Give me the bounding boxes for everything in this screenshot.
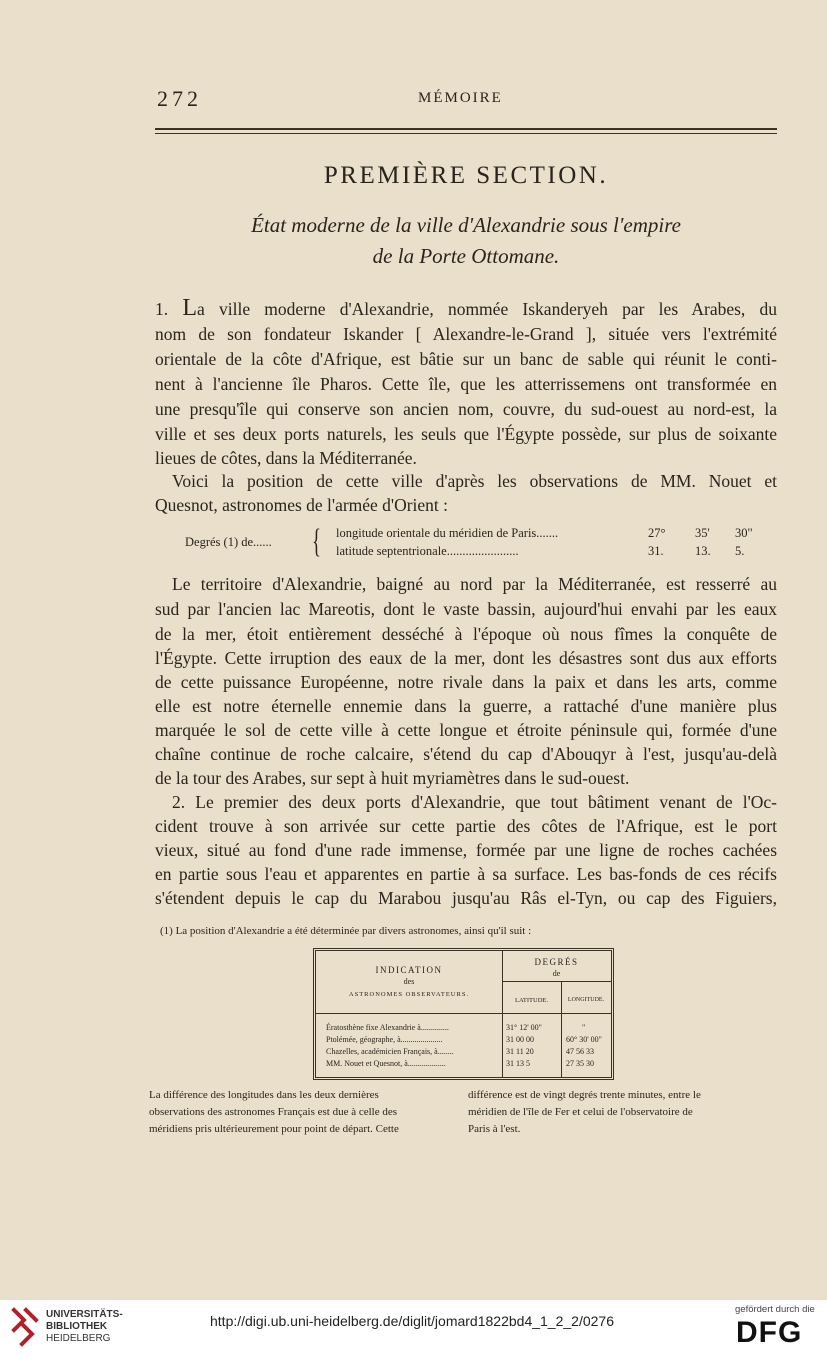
footnote-intro: (1) La position d'Alexandrie a été déterminée par divers astronomes, ainsi qu'il suit :: [160, 925, 532, 937]
position-row-1-deg: 27°: [648, 526, 666, 540]
para3-line-3: de la mer, étoit entièrement desséché à l'époque où nous fîmes la conquête de: [155, 624, 777, 644]
para4-line-1: 2. Le premier des deux ports d'Alexandrie, que tout bâtiment venant de l'Oc-: [172, 792, 777, 812]
footnote-left-line-2: observations des astronomes Français est due à celle des: [149, 1106, 398, 1118]
para3-line-1: Le territoire d'Alexandrie, baigné au nord par la Méditerranée, est resserré au: [172, 574, 777, 594]
para1-line-5: une presqu'île qui conserve son ancien nom, couvre, du sud-ouest au nord-est, la: [155, 399, 777, 419]
table-row-4-lat: 31 13 5: [506, 1059, 530, 1068]
footnote-right-line-1: différence est de vingt degrés trente minutes, entre le: [468, 1089, 701, 1101]
table-row-2-lon: 60° 30' 00": [566, 1035, 602, 1044]
table-row-2-lat: 31 00 00: [506, 1035, 534, 1044]
footnote-left-line-3: méridiens pris ultérieurement pour point de départ. Cette: [149, 1123, 399, 1135]
para1-line-1: [155, 296, 777, 321]
para3-line-9: de la tour des Arabes, sur sept à huit myriamètres dans le sud-ouest.: [155, 768, 630, 788]
para2-line-1: Voici la position de cette ville d'après les observations de MM. Nouet et: [172, 471, 777, 491]
table-row-3-name: Chazelles, académicien Français, à........: [326, 1047, 454, 1056]
library-name-1: UNIVERSITÄTS-: [46, 1309, 123, 1320]
table-head-latitude: LATITUDE.: [514, 997, 549, 1004]
para4-line-5: s'étendent depuis le cap du Marabou jusqu'au Râs el-Tyn, ou cap des Figuiers,: [155, 888, 777, 908]
library-name-2: BIBLIOTHEK: [46, 1321, 108, 1332]
footnote-table: [313, 948, 614, 1080]
table-divider-header: [316, 1013, 611, 1014]
para1-line-1-text: a ville moderne d'Alexandrie, nommée Iskanderyeh par les Arabes, du: [197, 299, 778, 319]
para1-line-4: nent à l'ancienne île Pharos. Cette île, que les atterrissemens ont transformée en: [155, 374, 777, 394]
para1-number: 1.: [155, 299, 183, 319]
position-row-2-deg: 31.: [648, 544, 664, 558]
para2-line-2: Quesnot, astronomes de l'armée d'Orient :: [155, 495, 449, 515]
position-row-2-sec: 5.: [735, 544, 745, 558]
table-head-astronomes: ASTRONOMES OBSERVATEURS.: [348, 991, 470, 998]
table-row-1-lat: 31° 12' 00": [506, 1023, 542, 1032]
table-divider-latlon: [561, 981, 562, 1077]
para1-line-2: nom de son fondateur Iskander [ Alexandre-le-Grand ], située vers l'extrémité: [155, 324, 777, 344]
table-head-indication: INDICATION: [375, 965, 443, 975]
para3-line-4: l'Égypte. Cette irruption des eaux de la mer, dont les désastres sont dus aux efforts: [155, 648, 777, 668]
drop-capital: L: [182, 295, 198, 321]
para3-line-6: elle est notre éternelle ennemie dans la guerre, a rattaché d'une manière plus: [155, 696, 777, 716]
table-row-4-name: MM. Nouet et Quesnot, à...................: [326, 1059, 446, 1068]
library-logo-icon: [10, 1306, 40, 1348]
para1-line-6: ville et ses deux ports naturels, les seuls que l'Égypte possède, sur plus de soixante: [155, 424, 777, 444]
para4-line-2: cident trouve à son arrivée sur cette partie des côtes de l'Afrique, est le port: [155, 816, 777, 836]
position-label: Degrés (1) de......: [185, 535, 272, 549]
brace-icon: {: [312, 523, 321, 560]
section-title: PREMIÈRE SECTION.: [323, 162, 609, 189]
position-row-1-sec: 30": [735, 526, 753, 540]
position-row-2-text: latitude septentrionale.......................: [336, 544, 519, 558]
position-row-2-min: 13.: [695, 544, 711, 558]
table-head-longitude: LONGITUDE.: [567, 997, 605, 1003]
funded-by-text: gefördert durch die: [735, 1304, 815, 1315]
table-head-des: des: [403, 977, 415, 986]
subtitle-line-2: de la Porte Ottomane.: [372, 244, 560, 268]
running-head: MÉMOIRE: [418, 90, 503, 106]
viewer-footer: [0, 1300, 827, 1356]
dfg-logo: DFG: [736, 1316, 803, 1349]
footnote-right-line-2: méridien de l'île de Fer et celui de l'observatoire de: [468, 1106, 693, 1118]
para1-line-7: lieues de côtes, dans la Méditerranée.: [155, 448, 417, 468]
table-row-1-lon: ": [582, 1023, 586, 1032]
header-rule-thick: [155, 128, 777, 130]
para1-line-3: orientale de la côte d'Afrique, est bâtie sur un banc de sable qui réunit le conti-: [155, 349, 777, 369]
footnote-right-line-3: Paris à l'est.: [468, 1123, 521, 1135]
table-row-3-lat: 31 11 20: [506, 1047, 534, 1056]
position-row-1-text: longitude orientale du méridien de Paris.......: [336, 526, 559, 540]
table-divider-degres: [502, 981, 611, 982]
library-name-3: HEIDELBERG: [46, 1333, 111, 1344]
footnote-left-line-1: La différence des longitudes dans les deux dernières: [149, 1089, 379, 1101]
page-url-link[interactable]: http://digi.ub.uni-heidelberg.de/diglit/jomard1822bd4_1_2_2/0276: [210, 1313, 614, 1329]
para3-line-7: marquée le sol de cette ville à cette longue et étroite péninsule qui, formée d'une: [155, 720, 777, 740]
table-head-degres: DEGRÉS: [534, 957, 579, 967]
para3-line-2: sud par l'ancien lac Mareotis, dont le vaste bassin, aujourd'hui envahi par les eaux: [155, 599, 777, 619]
table-head-de: de: [552, 969, 561, 978]
table-row-2-name: Ptolémée, géographe, à.....................: [326, 1035, 443, 1044]
para3-line-8: chaîne continue de roche calcaire, s'étend du cap d'Abouqyr à l'est, jusqu'au-delà: [155, 744, 777, 764]
page-number: 272: [157, 86, 202, 111]
para4-line-4: en partie sous l'eau et apparentes en partie à sa surface. Les bas-fonds de ces récifs: [155, 864, 777, 884]
header-rule-thin: [155, 133, 777, 134]
para3-line-5: de cette puissance Européenne, notre rivale dans la paix et dans les arts, comme: [155, 672, 777, 692]
table-row-4-lon: 27 35 30: [566, 1059, 594, 1068]
subtitle-line-1: État moderne de la ville d'Alexandrie sous l'empire: [251, 213, 681, 237]
position-row-1-min: 35': [695, 526, 710, 540]
table-row-3-lon: 47 56 33: [566, 1047, 594, 1056]
para4-line-3: vieux, situé au fond d'une rade immense, formée par une ligne de roches cachées: [155, 840, 777, 860]
table-row-1-name: Ératosthène fixe Alexandrie à..............: [326, 1023, 449, 1032]
